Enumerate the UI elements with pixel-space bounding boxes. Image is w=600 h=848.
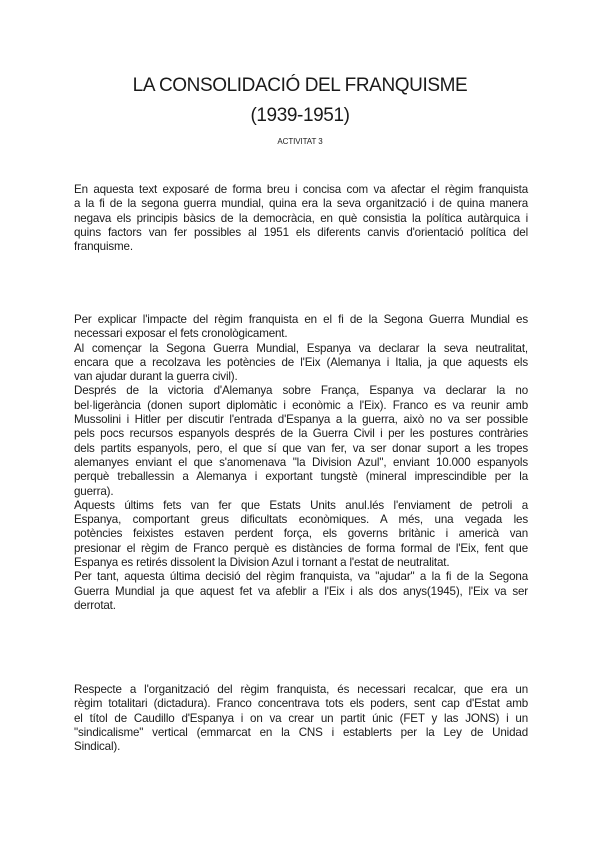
intro-paragraph [74, 183, 528, 254]
text-line: pels pocs recursos espanyols després de la Guerra Civil i per les postures contràries [74, 427, 528, 441]
text-line: Mussolini i Hitler per discutir l'entrada d'Espanya a la guerra, això no va ser possible [74, 413, 528, 427]
text-line: negava els principis bàsics de la democràcia, en què consistia la política autàrquica i [74, 211, 528, 225]
text-line: Al començar la Segona Guerra Mundial, Espanya va declarar la seva neutralitat, [74, 341, 528, 355]
text-line: encara que a recolzava les potències de l'Eix (Alemanya i Italia, ja que aquests els [74, 355, 528, 369]
text-line: "sindicalisme" vertical (emmarcat en la CNS i establerts per la Ley de Unidad [74, 725, 528, 739]
text-line: alemanyes enviant el que s'anomenava "la Division Azul", enviant 10.000 espanyols [74, 455, 528, 469]
document-title: LA CONSOLIDACIÓ DEL FRANQUISME [132, 75, 468, 96]
text-line: Respecte a l'organització del règim franquista, és necessari recalcar, que era un [74, 683, 528, 696]
text-line: Guerra Mundial ja que aquest fet va afeblir a l'Eix i als dos anys(1945), l'Eix va ser [74, 584, 528, 598]
text-line: van ajudar durant la guerra civil). [74, 370, 238, 384]
text-line: Sindical). [74, 740, 121, 754]
text-line: a la fi de la segona guerra mundial, quina era la seva organització i de quina manera [74, 197, 528, 211]
text-line: Aquests últims fets van fer que Estats Units anul.lés l'enviament de petroli a [74, 498, 528, 512]
text-line: derrotat. [74, 598, 116, 612]
text-line: Per explicar l'impacte del règim franquista en el fi de la Segona Guerra Mundial es [74, 313, 528, 326]
section-organization-paragraph [74, 683, 528, 754]
text-line: bel·ligerància (donen suport diplomàtic i econòmic a l'Eix). Franco es va reunir amb [74, 398, 528, 412]
text-line: potències feixistes estaven perdent força, els governs britànic i americà van [74, 527, 528, 541]
text-line: Espanya es retirés dissolent la Division Azul i tornant a l'estat de neutralitat. [74, 556, 450, 570]
activity-label: ACTIVITAT 3 [277, 137, 323, 146]
text-line: dels partits espanyols, pero, el que sí que van fer, va ser donar suport a les tropes [74, 441, 528, 455]
text-line: Després de la victoria d'Alemanya sobre França, Espanya va declarar la no [74, 384, 528, 398]
text-line: necessari exposar el fets cronològicament. [74, 327, 288, 341]
text-line: el títol de Caudillo d'Espanya i on va crear un partit únic (FET y las JONS) i un [74, 711, 528, 725]
text-line: guerra). [74, 484, 114, 498]
text-line: règim totalitari (dictadura). Franco concentrava tots els poders, sent cap d'Estat amb [74, 697, 528, 711]
section-world-war-paragraph [74, 313, 528, 613]
text-line: perquè treballessin a Alemanya i exportant tungstè (mineral imprescindible per la [74, 470, 528, 484]
text-line: Per tant, aquesta última decisió del règim franquista, va "ajudar" a la fi de la Segona [74, 570, 528, 584]
text-line: En aquesta text exposaré de forma breu i concisa com va afectar el règim franquista [74, 183, 528, 196]
text-line: Espanya, comportant greus dificultats econòmiques. A més, una vegada les [74, 513, 528, 527]
document-subtitle: (1939-1951) [250, 105, 350, 126]
text-line: presionar el règim de Franco perquè es distàncies de forma formal de l'Eix, fent que [74, 541, 528, 555]
text-line: franquisme. [74, 240, 133, 254]
text-line: quins factors van fer possibles al 1951 els diferents canvis d'orientació política del [74, 225, 528, 239]
